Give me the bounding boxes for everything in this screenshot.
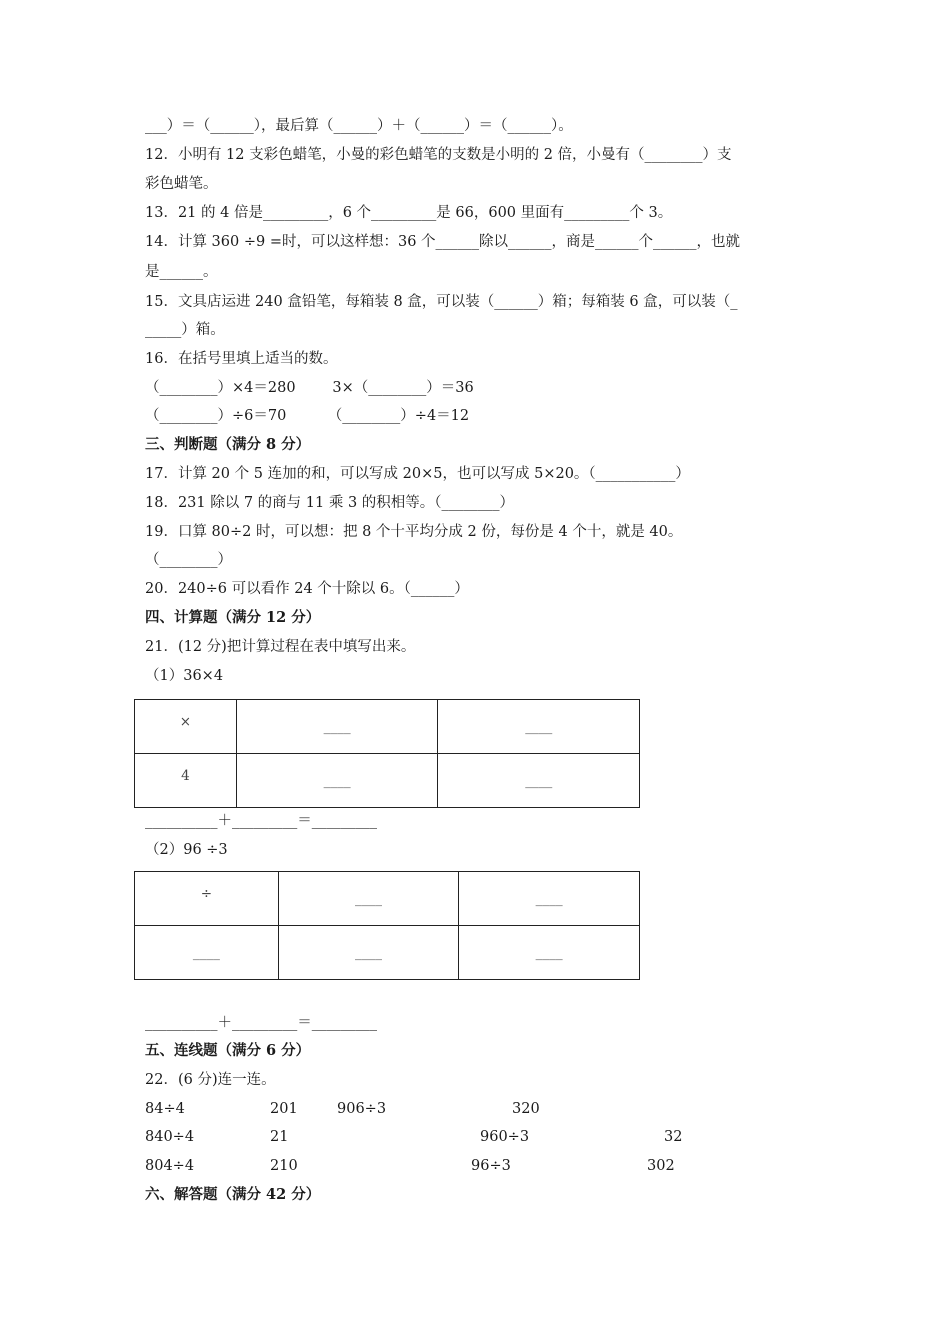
q21-equation2: __________＋_________＝_________ — [145, 1015, 377, 1031]
section-5-heading: 五、连线题（满分 6 分） — [145, 1042, 311, 1059]
q12-line1: 12．小明有 12 支彩色蜡笔，小曼的彩色蜡笔的支数是小明的 2 倍，小曼有（________）支 — [145, 147, 732, 163]
q22: 22．(6 分)连一连。 — [145, 1072, 276, 1088]
answer-blank[interactable]: ____ — [278, 926, 459, 980]
q19-line1: 19．口算 80÷2 时，可以想：把 8 个十平均分成 2 份，每份是 4 个十，就是 40。 — [145, 524, 683, 540]
multiplier-cell: 4 — [135, 754, 237, 808]
match-right-result[interactable]: 302 — [647, 1158, 675, 1174]
match-right-expr[interactable]: 906÷3 — [337, 1101, 387, 1117]
q15-line1: 15．文具店运进 240 盒铅笔，每箱装 8 盒，可以装（______）箱；每箱装 6 盒，可以装（_ — [145, 294, 738, 310]
divide-symbol: ÷ — [135, 872, 279, 926]
answer-blank[interactable]: ____ — [459, 926, 640, 980]
section-3-heading: 三、判断题（满分 8 分） — [145, 436, 311, 453]
q20: 20．240÷6 可以看作 24 个十除以 6。（______） — [145, 581, 469, 597]
q11-tail: ___）＝（______），最后算（______）＋（______）＝（______）。 — [145, 118, 573, 134]
q17: 17．计算 20 个 5 连加的和，可以写成 20×5，也可以写成 5×20。（___________） — [145, 466, 690, 482]
answer-blank[interactable]: ____ — [135, 926, 279, 980]
q13: 13．21 的 4 倍是_________，6 个_________是 66，600 里面有_________个 3。 — [145, 205, 673, 221]
q19-line2: （________） — [145, 552, 232, 568]
answer-blank[interactable]: ____ — [236, 700, 438, 754]
section-4-heading: 四、计算题（满分 12 分） — [145, 609, 321, 626]
match-left-expr[interactable]: 804÷4 — [145, 1158, 195, 1174]
answer-blank[interactable]: ____ — [438, 754, 640, 808]
q14-line1: 14．计算 360 ÷9 =时，可以这样想：36 个______除以______，商是______个______，也就 — [145, 234, 741, 250]
match-left-expr[interactable]: 840÷4 — [145, 1129, 195, 1145]
match-right-expr[interactable]: 96÷3 — [471, 1158, 511, 1174]
q21: 21．(12 分)把计算过程在表中填写出来。 — [145, 639, 416, 655]
answer-blank[interactable]: ____ — [459, 872, 640, 926]
multiply-symbol: × — [135, 700, 237, 754]
section-6-heading: 六、解答题（满分 42 分） — [145, 1186, 321, 1203]
q16: 16．在括号里填上适当的数。 — [145, 351, 338, 367]
match-right-result[interactable]: 320 — [512, 1101, 540, 1117]
match-right-result[interactable]: 32 — [664, 1129, 683, 1145]
calc-table-multiply — [134, 699, 640, 808]
q21-part1: （1）36×4 — [145, 668, 224, 684]
match-left-expr[interactable]: 84÷4 — [145, 1101, 185, 1117]
match-right-expr[interactable]: 960÷3 — [480, 1129, 530, 1145]
q14-line2: 是______。 — [145, 264, 218, 280]
q15-line2: _____）箱。 — [145, 322, 225, 338]
answer-blank[interactable]: ____ — [236, 754, 438, 808]
q21-equation1: __________＋_________＝_________ — [145, 813, 377, 829]
calc-table-divide — [134, 871, 640, 980]
answer-blank[interactable]: ____ — [438, 700, 640, 754]
answer-blank[interactable]: ____ — [278, 872, 459, 926]
match-left-result[interactable]: 210 — [270, 1158, 298, 1174]
match-left-result[interactable]: 21 — [270, 1129, 289, 1145]
q12-line2: 彩色蜡笔。 — [145, 176, 218, 192]
q16-row2: （________）÷6＝70 （________）÷4＝12 — [145, 408, 470, 424]
q21-part2: （2）96 ÷3 — [145, 842, 228, 858]
q16-row1: （________）×4＝280 3×（________）＝36 — [145, 380, 474, 396]
match-left-result[interactable]: 201 — [270, 1101, 298, 1117]
q18: 18．231 除以 7 的商与 11 乘 3 的积相等。（________） — [145, 495, 515, 511]
